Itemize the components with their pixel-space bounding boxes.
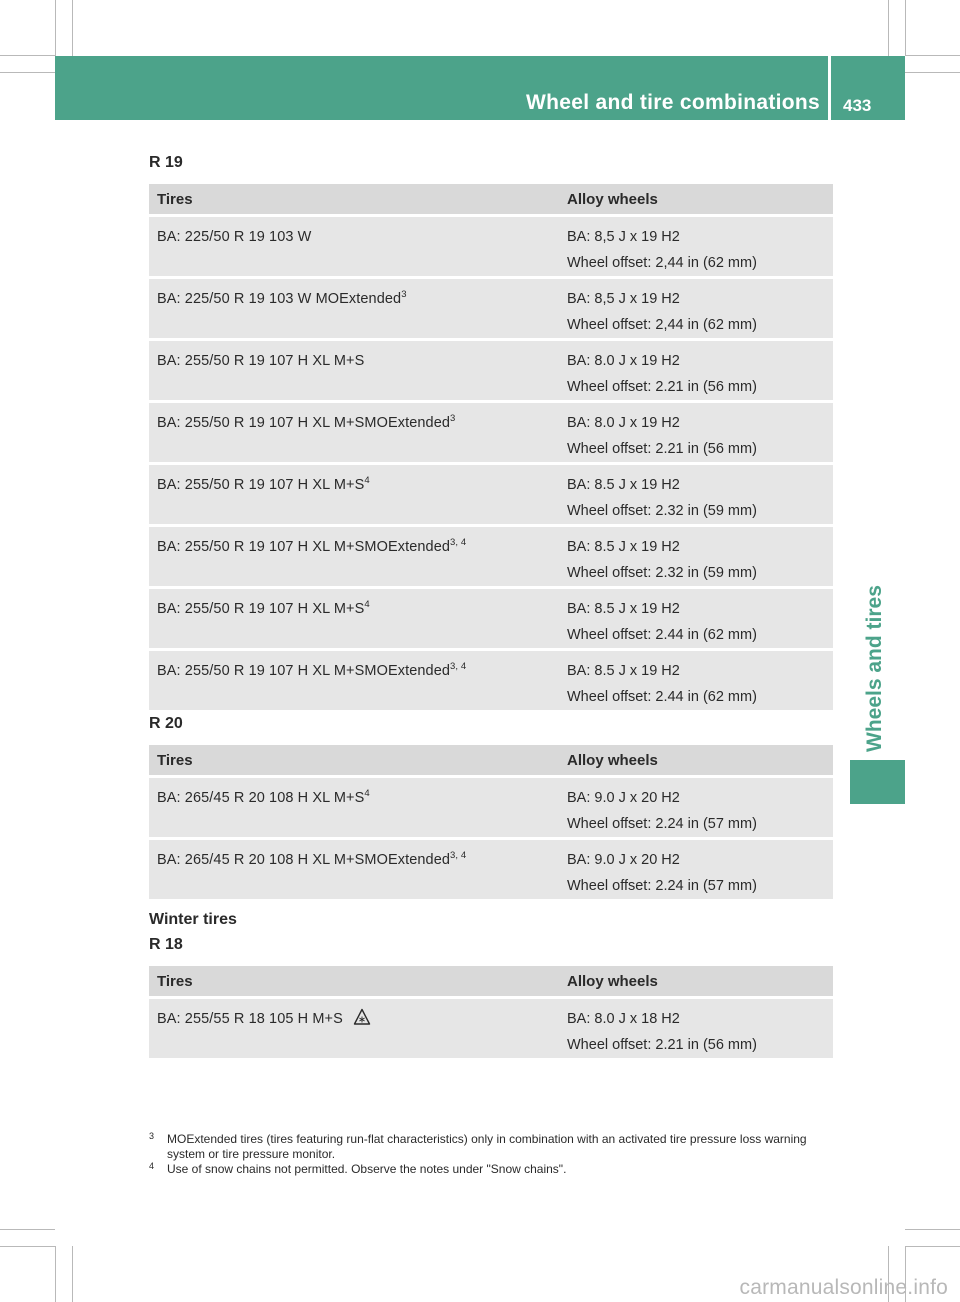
wheel-offset: Wheel offset: 2,44 in (62 mm) bbox=[567, 317, 757, 333]
tire-size-cell bbox=[149, 589, 559, 648]
header-divider bbox=[828, 56, 831, 120]
wheel-offset: Wheel offset: 2.21 in (56 mm) bbox=[567, 379, 757, 395]
footnote-ref: 4 bbox=[364, 788, 370, 799]
snowflake-mountain-icon bbox=[353, 1008, 371, 1035]
crop-mark bbox=[905, 1246, 960, 1247]
footnote-ref: 3, 4 bbox=[450, 537, 467, 548]
table-header-row bbox=[149, 184, 833, 214]
alloy-wheel-cell bbox=[559, 403, 833, 462]
table-row bbox=[149, 589, 833, 648]
tire-size: BA: 265/45 R 20 108 H XL M+S bbox=[157, 790, 365, 806]
tire-size: BA: 265/45 R 20 108 H XL M+SMOExtended bbox=[157, 852, 451, 868]
tire-size: BA: 255/50 R 19 107 H XL M+SMOExtended bbox=[157, 663, 451, 679]
alloy-wheel-cell bbox=[559, 589, 833, 648]
tire-size: BA: 255/50 R 19 107 H XL M+SMOExtended bbox=[157, 539, 451, 555]
rim-size: BA: 8,5 J x 19 H2 bbox=[567, 229, 680, 245]
footnote bbox=[149, 1162, 839, 1177]
footnote-ref: 3, 4 bbox=[450, 661, 467, 672]
column-header-tires: Tires bbox=[149, 966, 559, 996]
section-heading-r19: R 19 bbox=[149, 154, 183, 171]
alloy-wheel-cell bbox=[559, 651, 833, 710]
column-header-tires: Tires bbox=[149, 745, 559, 775]
table-header-row bbox=[149, 966, 833, 996]
column-header-alloy-wheels: Alloy wheels bbox=[559, 184, 833, 214]
crop-mark bbox=[905, 1229, 960, 1230]
column-header-alloy-wheels: Alloy wheels bbox=[559, 966, 833, 996]
crop-mark bbox=[888, 0, 889, 56]
alloy-wheel-cell bbox=[559, 527, 833, 586]
watermark: carmanualsonline.info bbox=[739, 1276, 948, 1299]
footnotes bbox=[149, 1132, 839, 1177]
crop-mark bbox=[905, 0, 906, 56]
rim-size: BA: 8.5 J x 19 H2 bbox=[567, 539, 680, 555]
tire-size-cell bbox=[149, 778, 559, 837]
footnote-number: 3 bbox=[149, 1131, 155, 1141]
table-row bbox=[149, 279, 833, 338]
crop-mark bbox=[0, 1229, 55, 1230]
alloy-wheel-cell bbox=[559, 465, 833, 524]
footnote bbox=[149, 1132, 839, 1162]
wheel-offset: Wheel offset: 2.24 in (57 mm) bbox=[567, 816, 757, 832]
wheel-offset: Wheel offset: 2.44 in (62 mm) bbox=[567, 689, 757, 705]
rim-size: BA: 8.5 J x 19 H2 bbox=[567, 477, 680, 493]
crop-mark bbox=[0, 55, 55, 56]
tire-size-cell bbox=[149, 840, 559, 899]
tire-size: BA: 255/50 R 19 107 H XL M+SMOExtended bbox=[157, 415, 451, 431]
tire-size: BA: 255/50 R 19 107 H XL M+S bbox=[157, 477, 365, 493]
table-row bbox=[149, 778, 833, 837]
rim-size: BA: 9.0 J x 20 H2 bbox=[567, 790, 680, 806]
crop-mark bbox=[55, 1246, 56, 1302]
crop-mark bbox=[72, 1246, 73, 1302]
alloy-wheel-cell bbox=[559, 778, 833, 837]
crop-mark bbox=[905, 55, 960, 56]
footnote-ref: 3 bbox=[450, 413, 456, 424]
table-row bbox=[149, 465, 833, 524]
tire-table-r19 bbox=[149, 181, 833, 713]
alloy-wheel-cell bbox=[559, 840, 833, 899]
crop-mark bbox=[72, 0, 73, 56]
tire-size-cell bbox=[149, 217, 559, 276]
side-tab-label: Wheels and tires bbox=[863, 585, 886, 752]
footnote-ref: 3, 4 bbox=[450, 850, 467, 861]
wheel-offset: Wheel offset: 2,44 in (62 mm) bbox=[567, 255, 757, 271]
crop-mark bbox=[0, 72, 55, 73]
table-header-row bbox=[149, 745, 833, 775]
tire-size: BA: 255/50 R 19 107 H XL M+S bbox=[157, 353, 365, 369]
rim-size: BA: 8.5 J x 19 H2 bbox=[567, 663, 680, 679]
table-row bbox=[149, 403, 833, 462]
wheel-offset: Wheel offset: 2.24 in (57 mm) bbox=[567, 878, 757, 894]
section-heading-r20: R 20 bbox=[149, 715, 183, 732]
tire-size-cell bbox=[149, 403, 559, 462]
wheel-offset: Wheel offset: 2.44 in (62 mm) bbox=[567, 627, 757, 643]
crop-mark bbox=[905, 72, 960, 73]
tire-size-cell bbox=[149, 999, 559, 1058]
footnote-number: 4 bbox=[149, 1161, 155, 1171]
rim-size: BA: 8.0 J x 19 H2 bbox=[567, 353, 680, 369]
tire-size-cell bbox=[149, 465, 559, 524]
alloy-wheel-cell bbox=[559, 341, 833, 400]
rim-size: BA: 8.0 J x 19 H2 bbox=[567, 415, 680, 431]
footnote-ref: 4 bbox=[364, 599, 370, 610]
crop-mark bbox=[0, 1246, 55, 1247]
tire-size: BA: 255/55 R 18 105 H M+S bbox=[157, 1011, 343, 1027]
tire-table-winter-r18 bbox=[149, 963, 833, 1061]
column-header-tires: Tires bbox=[149, 184, 559, 214]
table-row bbox=[149, 341, 833, 400]
tire-size-cell bbox=[149, 341, 559, 400]
page-number: 433 bbox=[843, 96, 872, 115]
footnote-ref: 3 bbox=[401, 289, 407, 300]
footnote-ref: 4 bbox=[364, 475, 370, 486]
page-title: Wheel and tire combinations bbox=[526, 91, 820, 114]
rim-size: BA: 9.0 J x 20 H2 bbox=[567, 852, 680, 868]
wheel-offset: Wheel offset: 2.21 in (56 mm) bbox=[567, 441, 757, 457]
rim-size: BA: 8.5 J x 19 H2 bbox=[567, 601, 680, 617]
wheel-offset: Wheel offset: 2.21 in (56 mm) bbox=[567, 1037, 757, 1053]
wheel-offset: Wheel offset: 2.32 in (59 mm) bbox=[567, 565, 757, 581]
tire-size: BA: 225/50 R 19 103 W MOExtended bbox=[157, 291, 402, 307]
table-row bbox=[149, 651, 833, 710]
tire-size-cell bbox=[149, 651, 559, 710]
column-header-alloy-wheels: Alloy wheels bbox=[559, 745, 833, 775]
alloy-wheel-cell bbox=[559, 999, 833, 1058]
tire-size-cell bbox=[149, 527, 559, 586]
section-heading-winter-tires: Winter tires bbox=[149, 911, 237, 928]
rim-size: BA: 8,5 J x 19 H2 bbox=[567, 291, 680, 307]
footnote-text: Use of snow chains not permitted. Observe the notes under "Snow chains". bbox=[167, 1162, 567, 1176]
alloy-wheel-cell bbox=[559, 279, 833, 338]
wheel-offset: Wheel offset: 2.32 in (59 mm) bbox=[567, 503, 757, 519]
tire-size: BA: 225/50 R 19 103 W bbox=[157, 229, 312, 245]
table-row bbox=[149, 527, 833, 586]
tire-size: BA: 255/50 R 19 107 H XL M+S bbox=[157, 601, 365, 617]
alloy-wheel-cell bbox=[559, 217, 833, 276]
table-row bbox=[149, 217, 833, 276]
crop-mark bbox=[55, 0, 56, 56]
table-row bbox=[149, 840, 833, 899]
side-tab-marker bbox=[850, 760, 905, 804]
table-row bbox=[149, 999, 833, 1058]
section-subheading-r18: R 18 bbox=[149, 936, 183, 953]
tire-size-cell bbox=[149, 279, 559, 338]
footnote-text: MOExtended tires (tires featuring run-flat characteristics) only in combination with an activated tire pressure loss warning system or tire pressure monitor. bbox=[167, 1132, 807, 1161]
tire-table-r20 bbox=[149, 742, 833, 902]
rim-size: BA: 8.0 J x 18 H2 bbox=[567, 1011, 680, 1027]
